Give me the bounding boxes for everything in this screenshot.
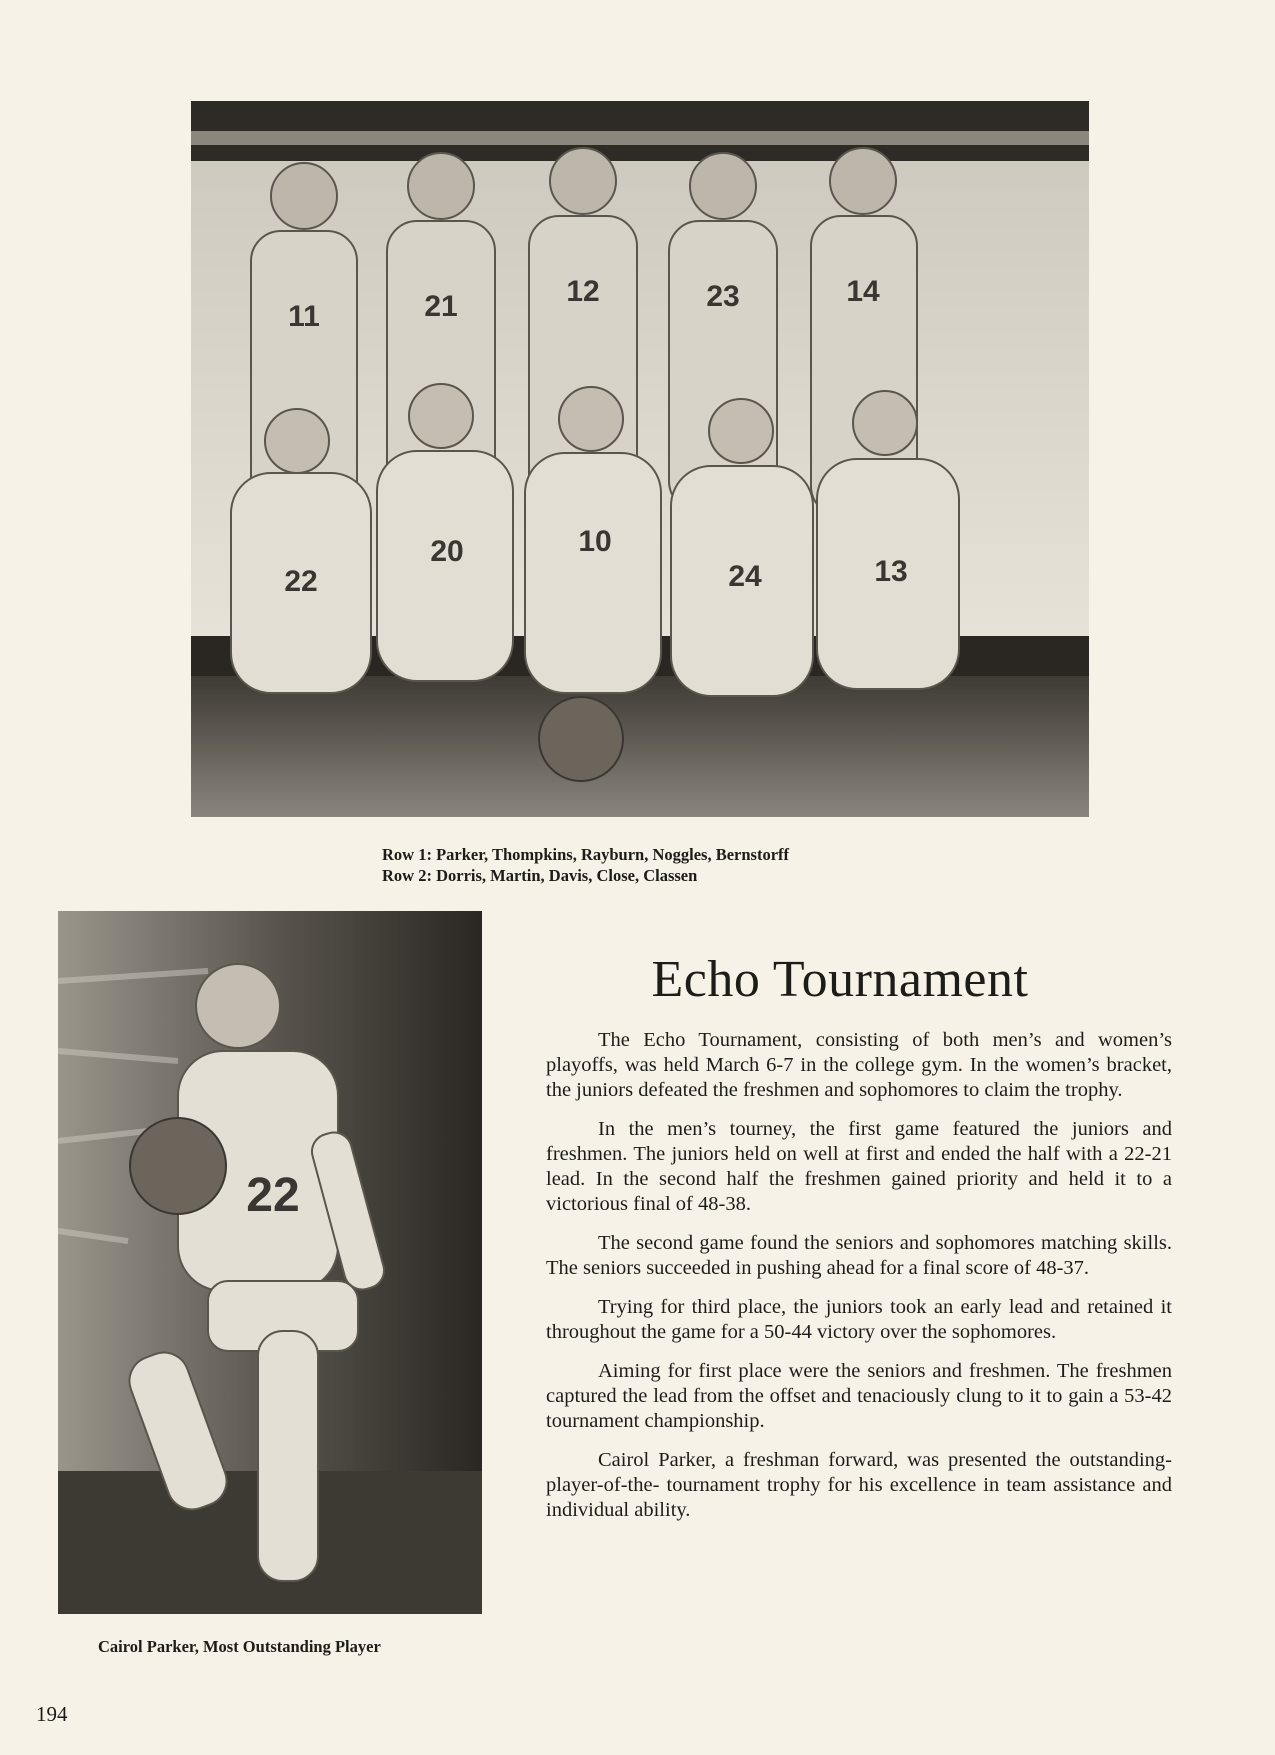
basketball-shape bbox=[130, 1118, 226, 1214]
caption-row-1: Row 1: Parker, Thompkins, Rayburn, Noggles, Bernstorff bbox=[382, 845, 790, 864]
caption-row-2: Row 2: Dorris, Martin, Davis, Close, Classen bbox=[382, 866, 698, 885]
page-number: 194 bbox=[36, 1702, 68, 1726]
jersey-number: 10 bbox=[578, 525, 612, 558]
jersey-number: 11 bbox=[288, 300, 320, 333]
jersey-number: 20 bbox=[430, 535, 464, 568]
article-paragraph: Trying for third place, the juniors took an early lead and retained it throughout the game for a 50-44 victory over the sophomores. bbox=[546, 1296, 1172, 1343]
jersey-number: 13 bbox=[874, 555, 908, 588]
article-body bbox=[546, 1028, 1172, 1537]
article-paragraph: Cairol Parker, a freshman forward, was presented the outstanding-player-of-the- tournament trophy for his excellence in team assistance and individual ability. bbox=[546, 1449, 1172, 1521]
article-paragraph: The second game found the seniors and sophomores matching skills. The seniors succeeded in pushing ahead for a final score of 48-37. bbox=[546, 1232, 1172, 1279]
article-paragraph: In the men’s tourney, the first game featured the juniors and freshmen. The juniors held on well at first and ended the half with a 22-21 lead. In the second half the freshmen gained priority and held it to a victorious final of 48-38. bbox=[546, 1118, 1172, 1215]
team-photo-caption bbox=[382, 844, 789, 886]
basketball-shape bbox=[539, 697, 623, 781]
article-paragraph: Aiming for first place were the seniors and freshmen. The freshmen captured the lead from the offset and tenaciously clung to it to gain a 53-42 tournament championship. bbox=[546, 1360, 1172, 1432]
team-photo bbox=[191, 101, 1089, 817]
player-photo-caption: Cairol Parker, Most Outstanding Player bbox=[98, 1637, 381, 1656]
jersey-number: 22 bbox=[284, 565, 318, 598]
player-photo bbox=[58, 911, 482, 1614]
team-photo-image bbox=[191, 101, 1089, 817]
player-photo-image bbox=[58, 911, 482, 1614]
article-title: Echo Tournament bbox=[651, 951, 1029, 1008]
jersey-number: 12 bbox=[566, 275, 600, 308]
jersey-number: 14 bbox=[846, 275, 880, 308]
article-paragraph: The Echo Tournament, consisting of both men’s and women’s playoffs, was held March 6-7 in the college gym. In the women’s bracket, the juniors defeated the freshmen and sophomores to claim the trophy. bbox=[546, 1029, 1172, 1101]
jersey-number: 23 bbox=[706, 280, 740, 313]
jersey-number: 22 bbox=[246, 1169, 300, 1222]
jersey-number: 24 bbox=[728, 560, 762, 593]
jersey-number: 21 bbox=[424, 290, 458, 323]
